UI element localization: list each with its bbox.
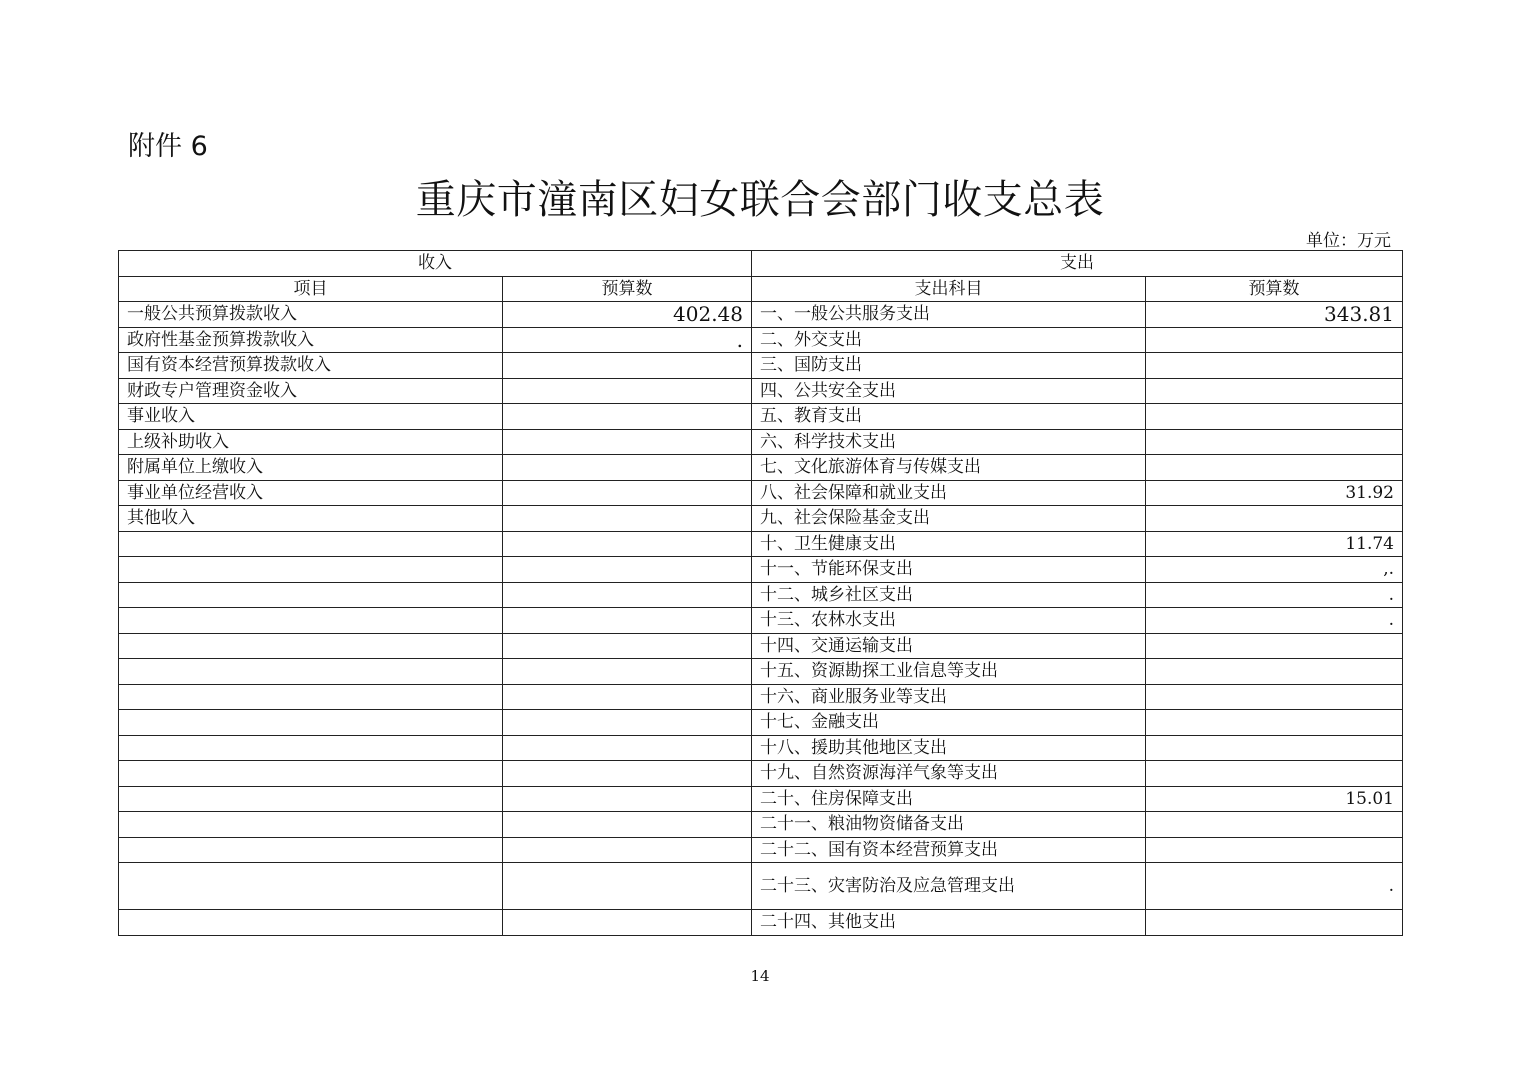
expenditure-budget-cell: 31.92	[1146, 480, 1403, 506]
expenditure-budget-header: 预算数	[1146, 276, 1403, 302]
income-budget-cell	[503, 761, 752, 787]
income-budget-cell	[503, 506, 752, 532]
income-item-cell: 附属单位上缴收入	[119, 455, 503, 481]
income-item-cell	[119, 735, 503, 761]
expenditure-item-cell: 一、一般公共服务支出	[752, 302, 1146, 328]
expenditure-item-cell: 二十四、其他支出	[752, 910, 1146, 936]
income-item-cell	[119, 659, 503, 685]
table-body	[119, 302, 1403, 936]
income-item-cell: 一般公共预算拨款收入	[119, 302, 503, 328]
expenditure-item-cell: 十、卫生健康支出	[752, 531, 1146, 557]
expenditure-item-cell: 四、公共安全支出	[752, 378, 1146, 404]
expenditure-item-header: 支出科目	[752, 276, 1146, 302]
annex-label: 附件 6	[128, 131, 208, 162]
table-row	[119, 710, 1403, 736]
expenditure-item-cell: 三、国防支出	[752, 353, 1146, 379]
expenditure-item-cell: 二十一、粮油物资储备支出	[752, 812, 1146, 838]
expenditure-budget-cell	[1146, 684, 1403, 710]
expenditure-budget-cell	[1146, 506, 1403, 532]
expenditure-item-cell: 十五、资源勘探工业信息等支出	[752, 659, 1146, 685]
unit-label: 单位：万元	[1306, 231, 1391, 251]
income-item-cell: 国有资本经营预算拨款收入	[119, 353, 503, 379]
expenditure-budget-cell	[1146, 378, 1403, 404]
income-budget-cell	[503, 582, 752, 608]
table-row	[119, 608, 1403, 634]
income-budget-cell	[503, 837, 752, 863]
income-item-cell: 上级补助收入	[119, 429, 503, 455]
expenditure-budget-cell: 343.81	[1146, 302, 1403, 328]
expenditure-budget-cell	[1146, 327, 1403, 353]
table-row	[119, 327, 1403, 353]
income-budget-cell	[503, 378, 752, 404]
expenditure-item-cell: 十二、城乡社区支出	[752, 582, 1146, 608]
income-item-cell	[119, 786, 503, 812]
income-budget-cell	[503, 608, 752, 634]
expenditure-item-cell: 二十二、国有资本经营预算支出	[752, 837, 1146, 863]
expenditure-item-cell: 八、社会保障和就业支出	[752, 480, 1146, 506]
expenditure-group-header: 支出	[752, 251, 1403, 277]
income-budget-cell	[503, 863, 752, 910]
income-item-header: 项目	[119, 276, 503, 302]
expenditure-budget-cell	[1146, 735, 1403, 761]
page-number: 14	[750, 967, 770, 985]
expenditure-item-cell: 十一、节能环保支出	[752, 557, 1146, 583]
expenditure-budget-cell	[1146, 633, 1403, 659]
expenditure-budget-cell: 15.01	[1146, 786, 1403, 812]
expenditure-budget-cell	[1146, 837, 1403, 863]
income-item-cell	[119, 837, 503, 863]
income-budget-cell	[503, 786, 752, 812]
income-item-cell	[119, 761, 503, 787]
table-row	[119, 837, 1403, 863]
income-item-cell	[119, 710, 503, 736]
table-row	[119, 480, 1403, 506]
expenditure-budget-cell	[1146, 404, 1403, 430]
income-budget-cell	[503, 480, 752, 506]
expenditure-item-cell: 七、文化旅游体育与传媒支出	[752, 455, 1146, 481]
income-budget-cell	[503, 557, 752, 583]
table-row	[119, 353, 1403, 379]
expenditure-budget-cell	[1146, 353, 1403, 379]
income-item-cell	[119, 608, 503, 634]
income-group-header: 收入	[119, 251, 752, 277]
table-row	[119, 455, 1403, 481]
expenditure-budget-cell: ,.	[1146, 557, 1403, 583]
expenditure-budget-cell	[1146, 455, 1403, 481]
expenditure-budget-cell: 11.74	[1146, 531, 1403, 557]
table-row	[119, 531, 1403, 557]
income-budget-cell	[503, 910, 752, 936]
table-row	[119, 633, 1403, 659]
income-item-cell	[119, 863, 503, 910]
table-row	[119, 735, 1403, 761]
expenditure-item-cell: 九、社会保险基金支出	[752, 506, 1146, 532]
table-row	[119, 302, 1403, 328]
expenditure-item-cell: 二十、住房保障支出	[752, 786, 1146, 812]
expenditure-item-cell: 二、外交支出	[752, 327, 1146, 353]
income-item-cell	[119, 633, 503, 659]
expenditure-budget-cell	[1146, 429, 1403, 455]
income-item-cell: 财政专户管理资金收入	[119, 378, 503, 404]
expenditure-budget-cell	[1146, 710, 1403, 736]
income-budget-cell	[503, 812, 752, 838]
expenditure-item-cell: 十七、金融支出	[752, 710, 1146, 736]
income-budget-cell	[503, 455, 752, 481]
income-item-cell: 其他收入	[119, 506, 503, 532]
income-budget-cell	[503, 633, 752, 659]
expenditure-item-cell: 十九、自然资源海洋气象等支出	[752, 761, 1146, 787]
table-row	[119, 582, 1403, 608]
table-row	[119, 378, 1403, 404]
budget-summary-table	[118, 250, 1403, 936]
income-budget-header: 预算数	[503, 276, 752, 302]
table-row	[119, 684, 1403, 710]
expenditure-item-cell: 十三、农林水支出	[752, 608, 1146, 634]
income-item-cell	[119, 684, 503, 710]
expenditure-budget-cell	[1146, 910, 1403, 936]
table-row	[119, 863, 1403, 910]
income-budget-cell	[503, 429, 752, 455]
table-row	[119, 910, 1403, 936]
income-item-cell: 事业收入	[119, 404, 503, 430]
income-budget-cell	[503, 531, 752, 557]
income-item-cell: 事业单位经营收入	[119, 480, 503, 506]
income-budget-cell: 402.48	[503, 302, 752, 328]
table-row	[119, 506, 1403, 532]
expenditure-item-cell: 二十三、灾害防治及应急管理支出	[752, 863, 1146, 910]
expenditure-item-cell: 六、科学技术支出	[752, 429, 1146, 455]
expenditure-budget-cell: .	[1146, 608, 1403, 634]
income-item-cell	[119, 557, 503, 583]
table-row	[119, 557, 1403, 583]
table-row	[119, 659, 1403, 685]
income-budget-cell	[503, 659, 752, 685]
income-budget-cell	[503, 684, 752, 710]
table-row	[119, 812, 1403, 838]
income-budget-cell	[503, 353, 752, 379]
income-item-cell	[119, 582, 503, 608]
expenditure-budget-cell	[1146, 659, 1403, 685]
table-row	[119, 761, 1403, 787]
expenditure-item-cell: 十四、交通运输支出	[752, 633, 1146, 659]
income-budget-cell: .	[503, 327, 752, 353]
income-item-cell	[119, 531, 503, 557]
expenditure-budget-cell	[1146, 812, 1403, 838]
table-row	[119, 404, 1403, 430]
table-row	[119, 786, 1403, 812]
expenditure-budget-cell: .	[1146, 582, 1403, 608]
income-budget-cell	[503, 735, 752, 761]
income-item-cell: 政府性基金预算拨款收入	[119, 327, 503, 353]
income-budget-cell	[503, 404, 752, 430]
expenditure-budget-cell	[1146, 761, 1403, 787]
expenditure-item-cell: 十六、商业服务业等支出	[752, 684, 1146, 710]
expenditure-item-cell: 五、教育支出	[752, 404, 1146, 430]
group-header-row	[119, 251, 1403, 277]
income-item-cell	[119, 910, 503, 936]
income-item-cell	[119, 812, 503, 838]
income-budget-cell	[503, 710, 752, 736]
page-title: 重庆市潼南区妇女联合会部门收支总表	[415, 177, 1105, 223]
expenditure-budget-cell: .	[1146, 863, 1403, 910]
column-header-row	[119, 276, 1403, 302]
expenditure-item-cell: 十八、援助其他地区支出	[752, 735, 1146, 761]
table-row	[119, 429, 1403, 455]
